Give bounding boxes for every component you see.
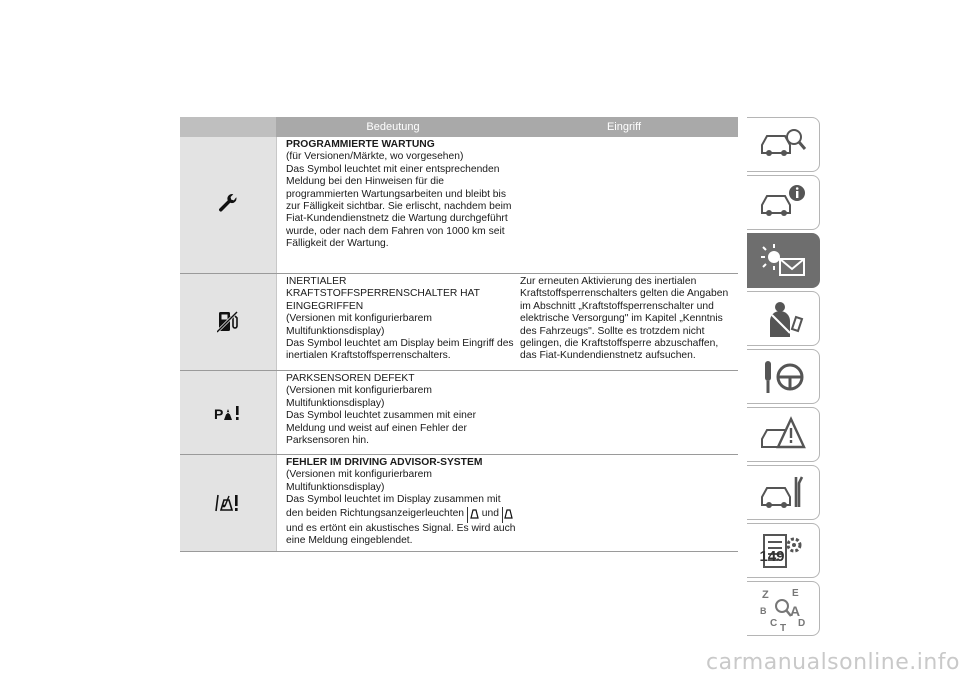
page-number: 149 [759, 548, 785, 565]
row-title: PARKSENSOREN DEFEKT [286, 373, 415, 384]
icon-cell [180, 371, 277, 454]
meaning-cell [277, 371, 516, 454]
key-steering-wheel-icon [758, 357, 808, 397]
index-letter: B [760, 605, 767, 616]
row-description-end: und es ertönt ein akustisches Signal. Es wird auch eine Meldung eingeblendet. [286, 523, 516, 547]
tab-car-search[interactable] [747, 117, 820, 172]
row-title: FEHLER IM DRIVING ADVISOR-SYSTEM [286, 457, 483, 468]
car-search-icon [758, 125, 808, 165]
seatbelt-person-icon [758, 299, 808, 339]
table-row [180, 455, 738, 552]
tab-warning-lights[interactable] [747, 233, 820, 288]
row-description-connector: und [481, 507, 499, 519]
index-letter: A [790, 602, 801, 619]
row-title: PROGRAMMIERTE WARTUNG [286, 139, 435, 150]
driving-advisor-fault-icon [215, 493, 241, 513]
index-letter: E [792, 587, 799, 599]
tab-index[interactable] [747, 581, 820, 636]
lane-left-icon [467, 507, 479, 523]
header-action: Eingriff [606, 121, 642, 133]
action-cell [516, 455, 738, 551]
tab-car-info[interactable] [747, 175, 820, 230]
table-row [180, 274, 738, 371]
alphabet-index-icon [758, 586, 808, 632]
car-info-icon [758, 183, 808, 223]
index-letter: C [770, 617, 778, 629]
table-row [180, 137, 738, 274]
row-title: INERTIALER KRAFTSTOFFSPERRENSCHALTER HAT EINGEGRIFFEN [286, 276, 480, 312]
svg-text:P: P [214, 405, 224, 422]
lane-right-icon [502, 507, 514, 523]
tab-emergency[interactable] [747, 407, 820, 462]
icon-cell [180, 137, 277, 273]
indicator-table [180, 117, 738, 552]
index-letter: T [780, 622, 787, 632]
meaning-cell [277, 274, 516, 370]
wrench-icon [217, 194, 239, 216]
header-icon-column [180, 117, 276, 137]
index-letter: Z [762, 588, 769, 601]
tab-starting-driving[interactable] [747, 349, 820, 404]
meaning-cell [277, 455, 516, 551]
icon-cell [180, 455, 277, 551]
table-header [180, 117, 738, 137]
action-cell [516, 137, 738, 273]
tab-maintenance[interactable] [747, 465, 820, 520]
tab-safety[interactable] [747, 291, 820, 346]
action-cell [516, 371, 738, 454]
meaning-cell [277, 137, 516, 273]
table-row [180, 371, 738, 455]
watermark: carmanualsonline.info [706, 650, 960, 675]
row-description: (Versionen mit konfigurierbarem Multifunktionsdisplay) Das Symbol leuchtet im Display zusammen mit den beiden Richtungsanzeigerleuchten [286, 469, 501, 519]
row-description: (Versionen mit konfigurierbarem Multifunktionsdisplay) Das Symbol leuchtet am Display beim Eingriff des inertialen Kraftstoffsperrenschalters. [286, 313, 514, 362]
car-warning-triangle-icon [758, 415, 808, 455]
index-letter: D [798, 617, 806, 629]
warning-light-message-icon [758, 241, 808, 281]
row-description: (für Versionen/Märkte, wo vorgesehen) Das Symbol leuchtet mit einer entsprechenden Meldung bei den Hinweisen für die programmierten Wartungsarbeiten und bleibt bis zur Fälligkeit sichtbar. Sie erlischt, nachdem beim Fiat-Kundendienstnetz die Wartung durchgeführt wurde, oder nach dem Fahren von 1000 km seit Fälligkeit der Wartung. [286, 151, 512, 250]
fuel-cutoff-icon [217, 310, 239, 334]
parking-sensor-fault-icon [214, 404, 242, 422]
action-cell: Zur erneuten Aktivierung des inertialen Kraftstoffsperrenschalters gelten die Angaben im Abschnitt „Kraftstoffsperrenschalter und elektrische Versorgung" im Kapitel „Kenntnis des Fahrzeugs". Sollte es trotzdem nicht gelingen, die Kraftstoffsperre abzuschaffen, das Fiat-Kundendienstnetz aufsuchen. [520, 276, 729, 362]
icon-cell [180, 274, 277, 370]
header-meaning: Bedeutung [366, 121, 420, 133]
car-tools-icon [758, 473, 808, 513]
row-description: (Versionen mit konfigurierbarem Multifunktionsdisplay) Das Symbol leuchtet zusammen mit einer Meldung und weist auf einen Fehler der Parksensoren hin. [286, 385, 476, 447]
